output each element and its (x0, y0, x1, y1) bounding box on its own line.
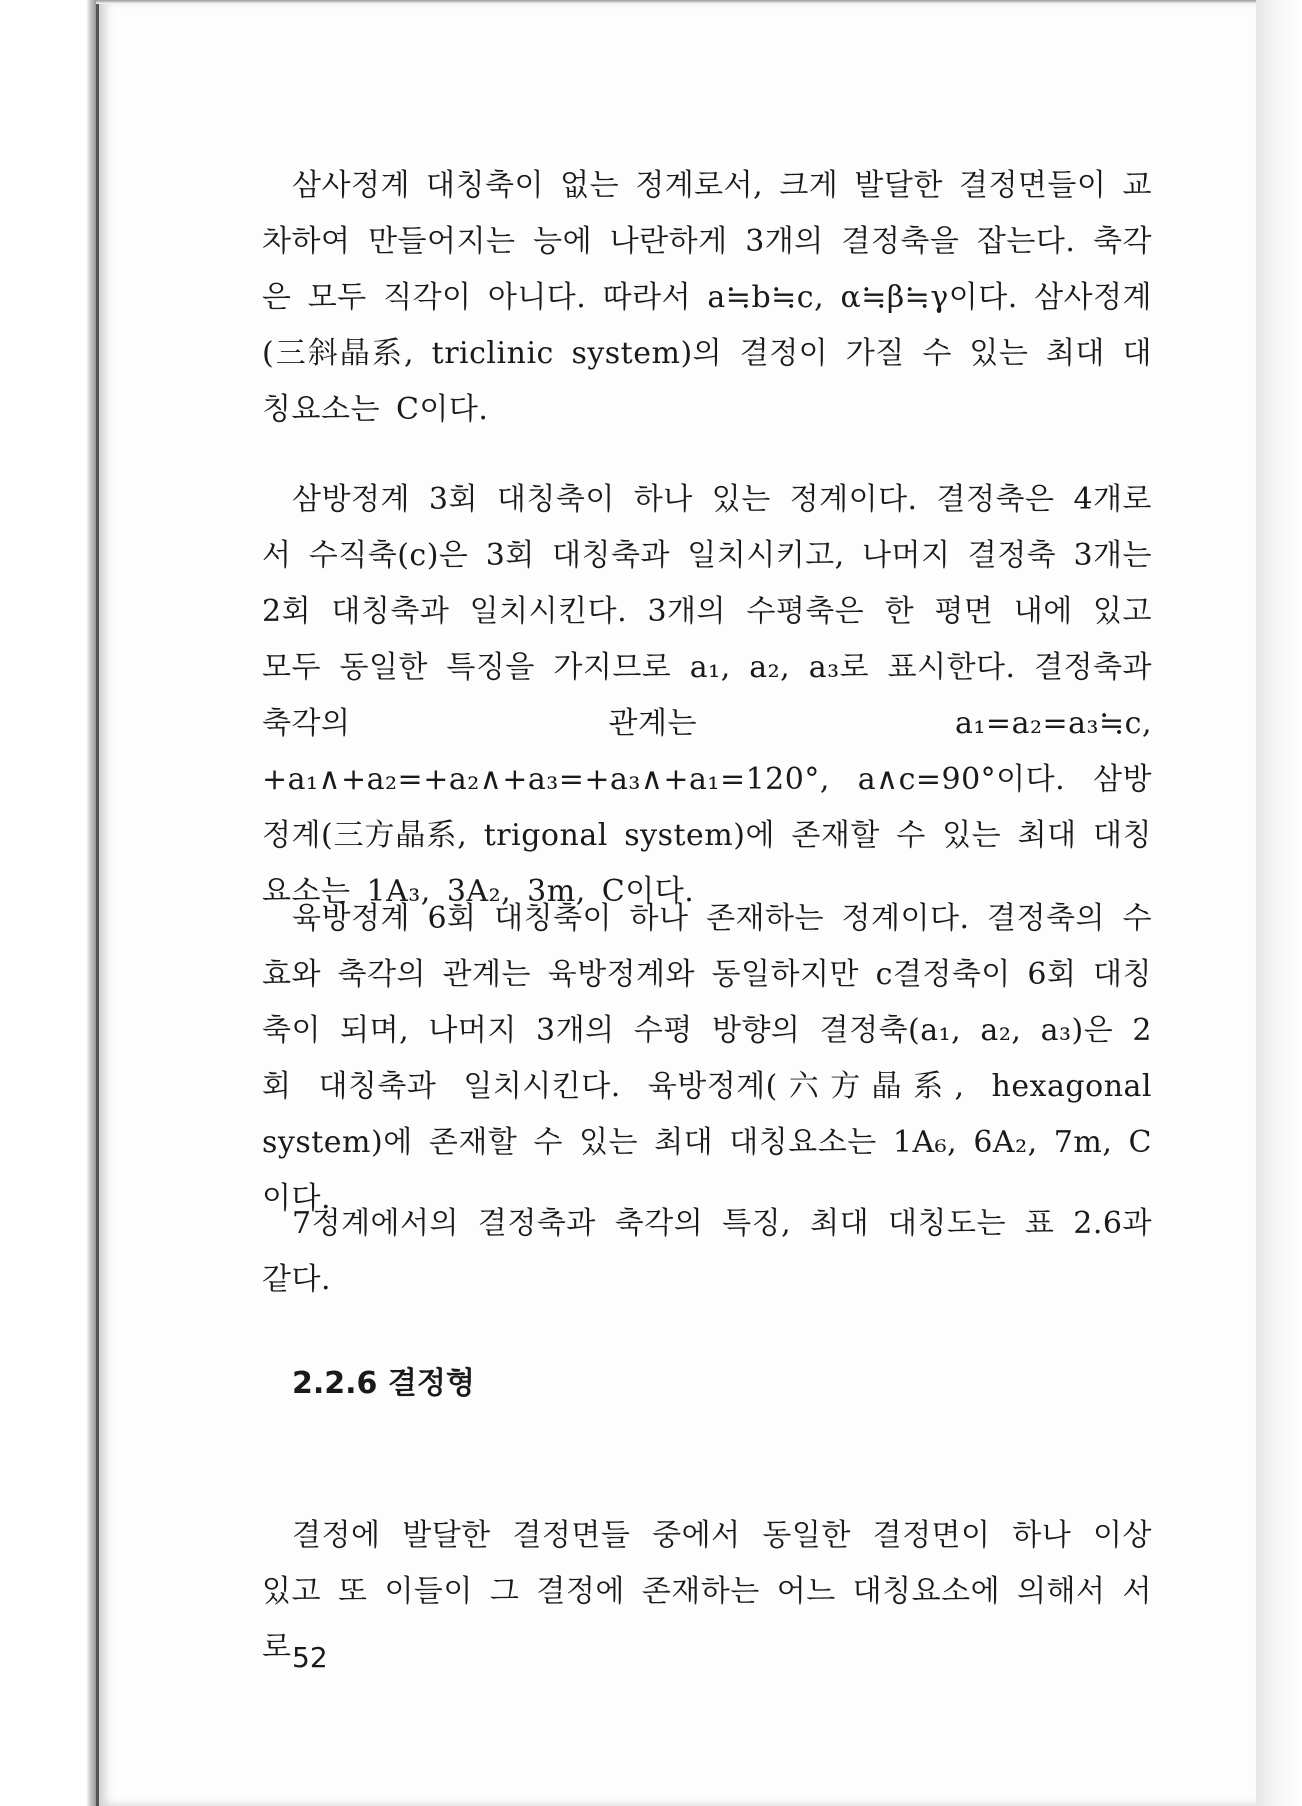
page-right-margin (1256, 0, 1302, 1806)
page-number: 52 (292, 1641, 328, 1674)
paragraph-triclinic-text: 삼사정계 대칭축이 없는 정계로서, 크게 발달한 결정면들이 교차하여 만들어지는 능에 나란하게 3개의 결정축을 잡는다. 축각은 모두 직각이 아니다. 따라서 a≒b≒c, α≒β≒γ이다. 삼사정계(三斜晶系, triclinic system)의 결정이 가질 수 있는 최대 대칭요소는 C이다. (262, 168, 1152, 427)
paragraph-crystal-form-text: 결정에 발달한 결정면들 중에서 동일한 결정면이 하나 이상 있고 또 이들이 그 결정에 존재하는 어느 대칭요소에 의해서 서로 (262, 1518, 1152, 1665)
page-top-edge (96, 0, 1256, 4)
paragraph-hexagonal (262, 891, 1152, 1227)
paragraph-trigonal (262, 472, 1152, 920)
paragraph-summary-text: 7정계에서의 결정축과 축각의 특징, 최대 대칭도는 표 2.6과 같다. (262, 1206, 1152, 1297)
section-heading: 2.2.6 결정형 (292, 1366, 475, 1401)
paragraph-hexagonal-text: 육방정계 6회 대칭축이 하나 존재하는 정계이다. 결정축의 수효와 축각의 관계는 육방정계와 동일하지만 c결정축이 6회 대칭축이 되며, 나머지 3개의 수평 방향의 결정축(a₁, a₂, a₃)은 2회 대칭축과 일치시킨다. 육방정계(六方晶系, hexagonal system)에 존재할 수 있는 최대 대칭요소는 1A₆, 6A₂, 7m, C이다. (262, 901, 1152, 1216)
paragraph-triclinic (262, 158, 1152, 438)
paragraph-trigonal-text: 삼방정계 3회 대칭축이 하나 있는 정계이다. 결정축은 4개로서 수직축(c)은 3회 대칭축과 일치시키고, 나머지 결정축 3개는 2회 대칭축과 일치시킨다. 3개의 수평축은 한 평면 내에 있고 모두 동일한 특징을 가지므로 a₁, a₂, a₃로 표시한다. 결정축과 축각의 관계는 a₁=a₂=a₃≒c, +a₁∧+a₂=+a₂∧+a₃=+a₃∧+a₁=120°, a∧c=90°이다. 삼방정계(三方晶系, trigonal system)에 존재할 수 있는 최대 대칭요소는 1A₃, 3A₂, 3m, C이다. (262, 482, 1152, 909)
book-binding-shadow (0, 0, 100, 1806)
paragraph-summary (262, 1196, 1152, 1308)
paragraph-crystal-form (262, 1508, 1152, 1676)
